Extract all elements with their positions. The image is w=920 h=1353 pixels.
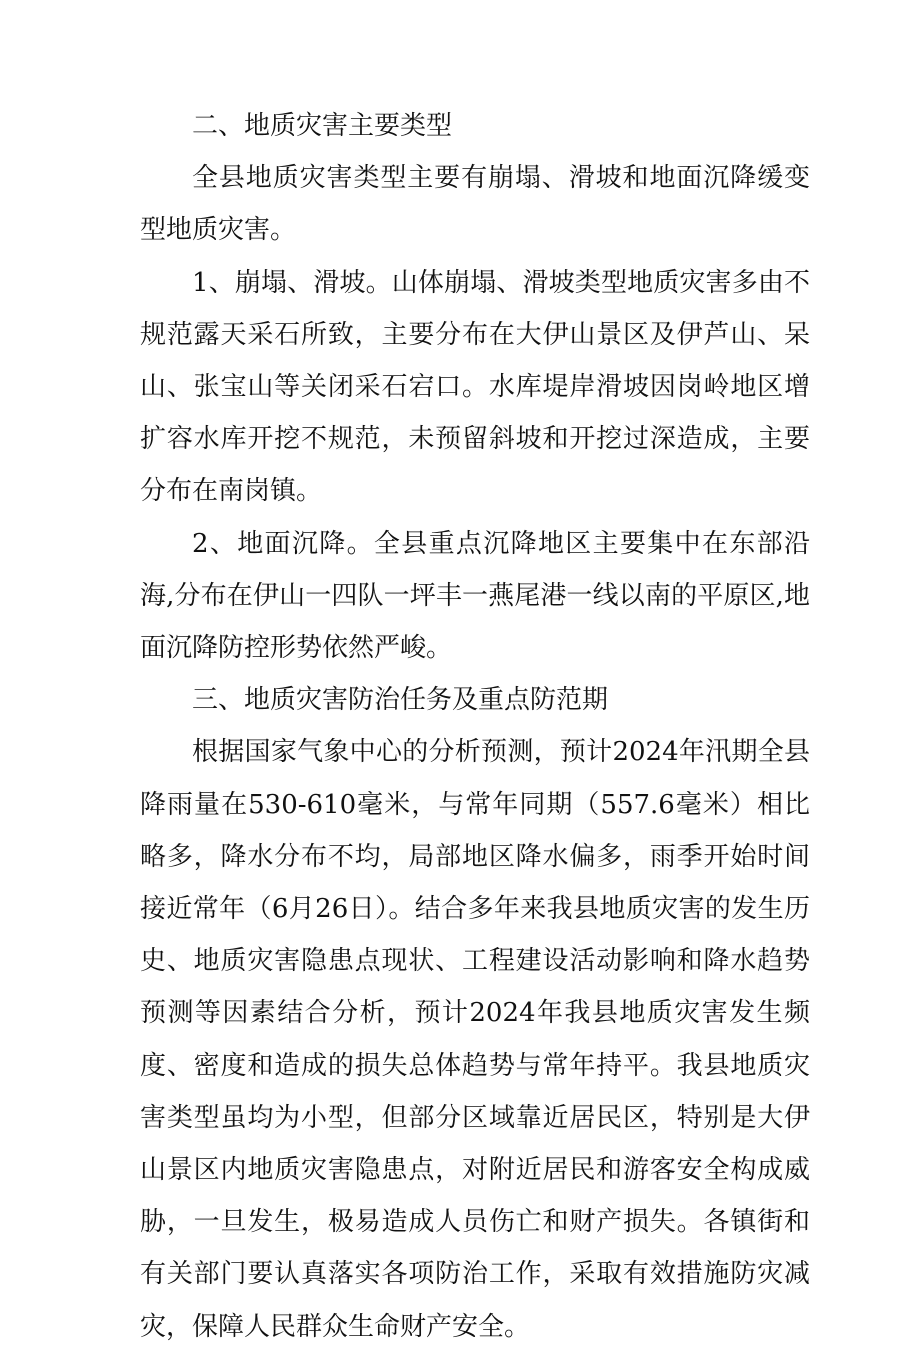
paragraph-overview: 全县地质灾害类型主要有崩塌、滑坡和地面沉降缓变型地质灾害。	[140, 163, 810, 246]
paragraph-forecast: 根据国家气象中心的分析预测，预计2024年汛期全县降雨量在530-610毫米，与常年同期（557.6毫米）相比略多，降水分布不均，局部地区降水偏多，雨季开始时间接近常年（6月26日）。结合多年来我县地质灾害的发生历史、地质灾害隐患点现状、工程建设活动影响和降水趋势预测等因素结合分析，预计2024年我县地质灾害发生频度、密度和造成的损失总体趋势与常年持平。我县地质灾害类型虽均为小型，但部分区域靠近居民区，特别是大伊山景区内地质灾害隐患点，对附近居民和游客安全构成威胁，一旦发生，极易造成人员伤亡和财产损失。各镇街和有关部门要认真落实各项防治工作，采取有效措施防灾减灾，保障人民群众生命财产安全。	[140, 737, 810, 1342]
paragraph-collapse-landslide: 1、崩塌、滑坡。山体崩塌、滑坡类型地质灾害多由不规范露天采石所致，主要分布在大伊山景区及伊芦山、呆山、张宝山等关闭采石宕口。水库堤岸滑坡因岗岭地区增扩容水库开挖不规范，未预留斜坡和开挖过深造成，主要分布在南岗镇。	[140, 267, 810, 507]
paragraph-land-subsidence: 2、地面沉降。全县重点沉降地区主要集中在东部沿海,分布在伊山一四队一坪丰一燕尾港一线以南的平原区,地面沉降防控形势依然严峻。	[140, 528, 810, 664]
document-body	[140, 100, 810, 1353]
section-heading-prevention: 三、地质灾害防治任务及重点防范期	[192, 685, 609, 716]
section-heading-types: 二、地质灾害主要类型	[192, 111, 453, 141]
